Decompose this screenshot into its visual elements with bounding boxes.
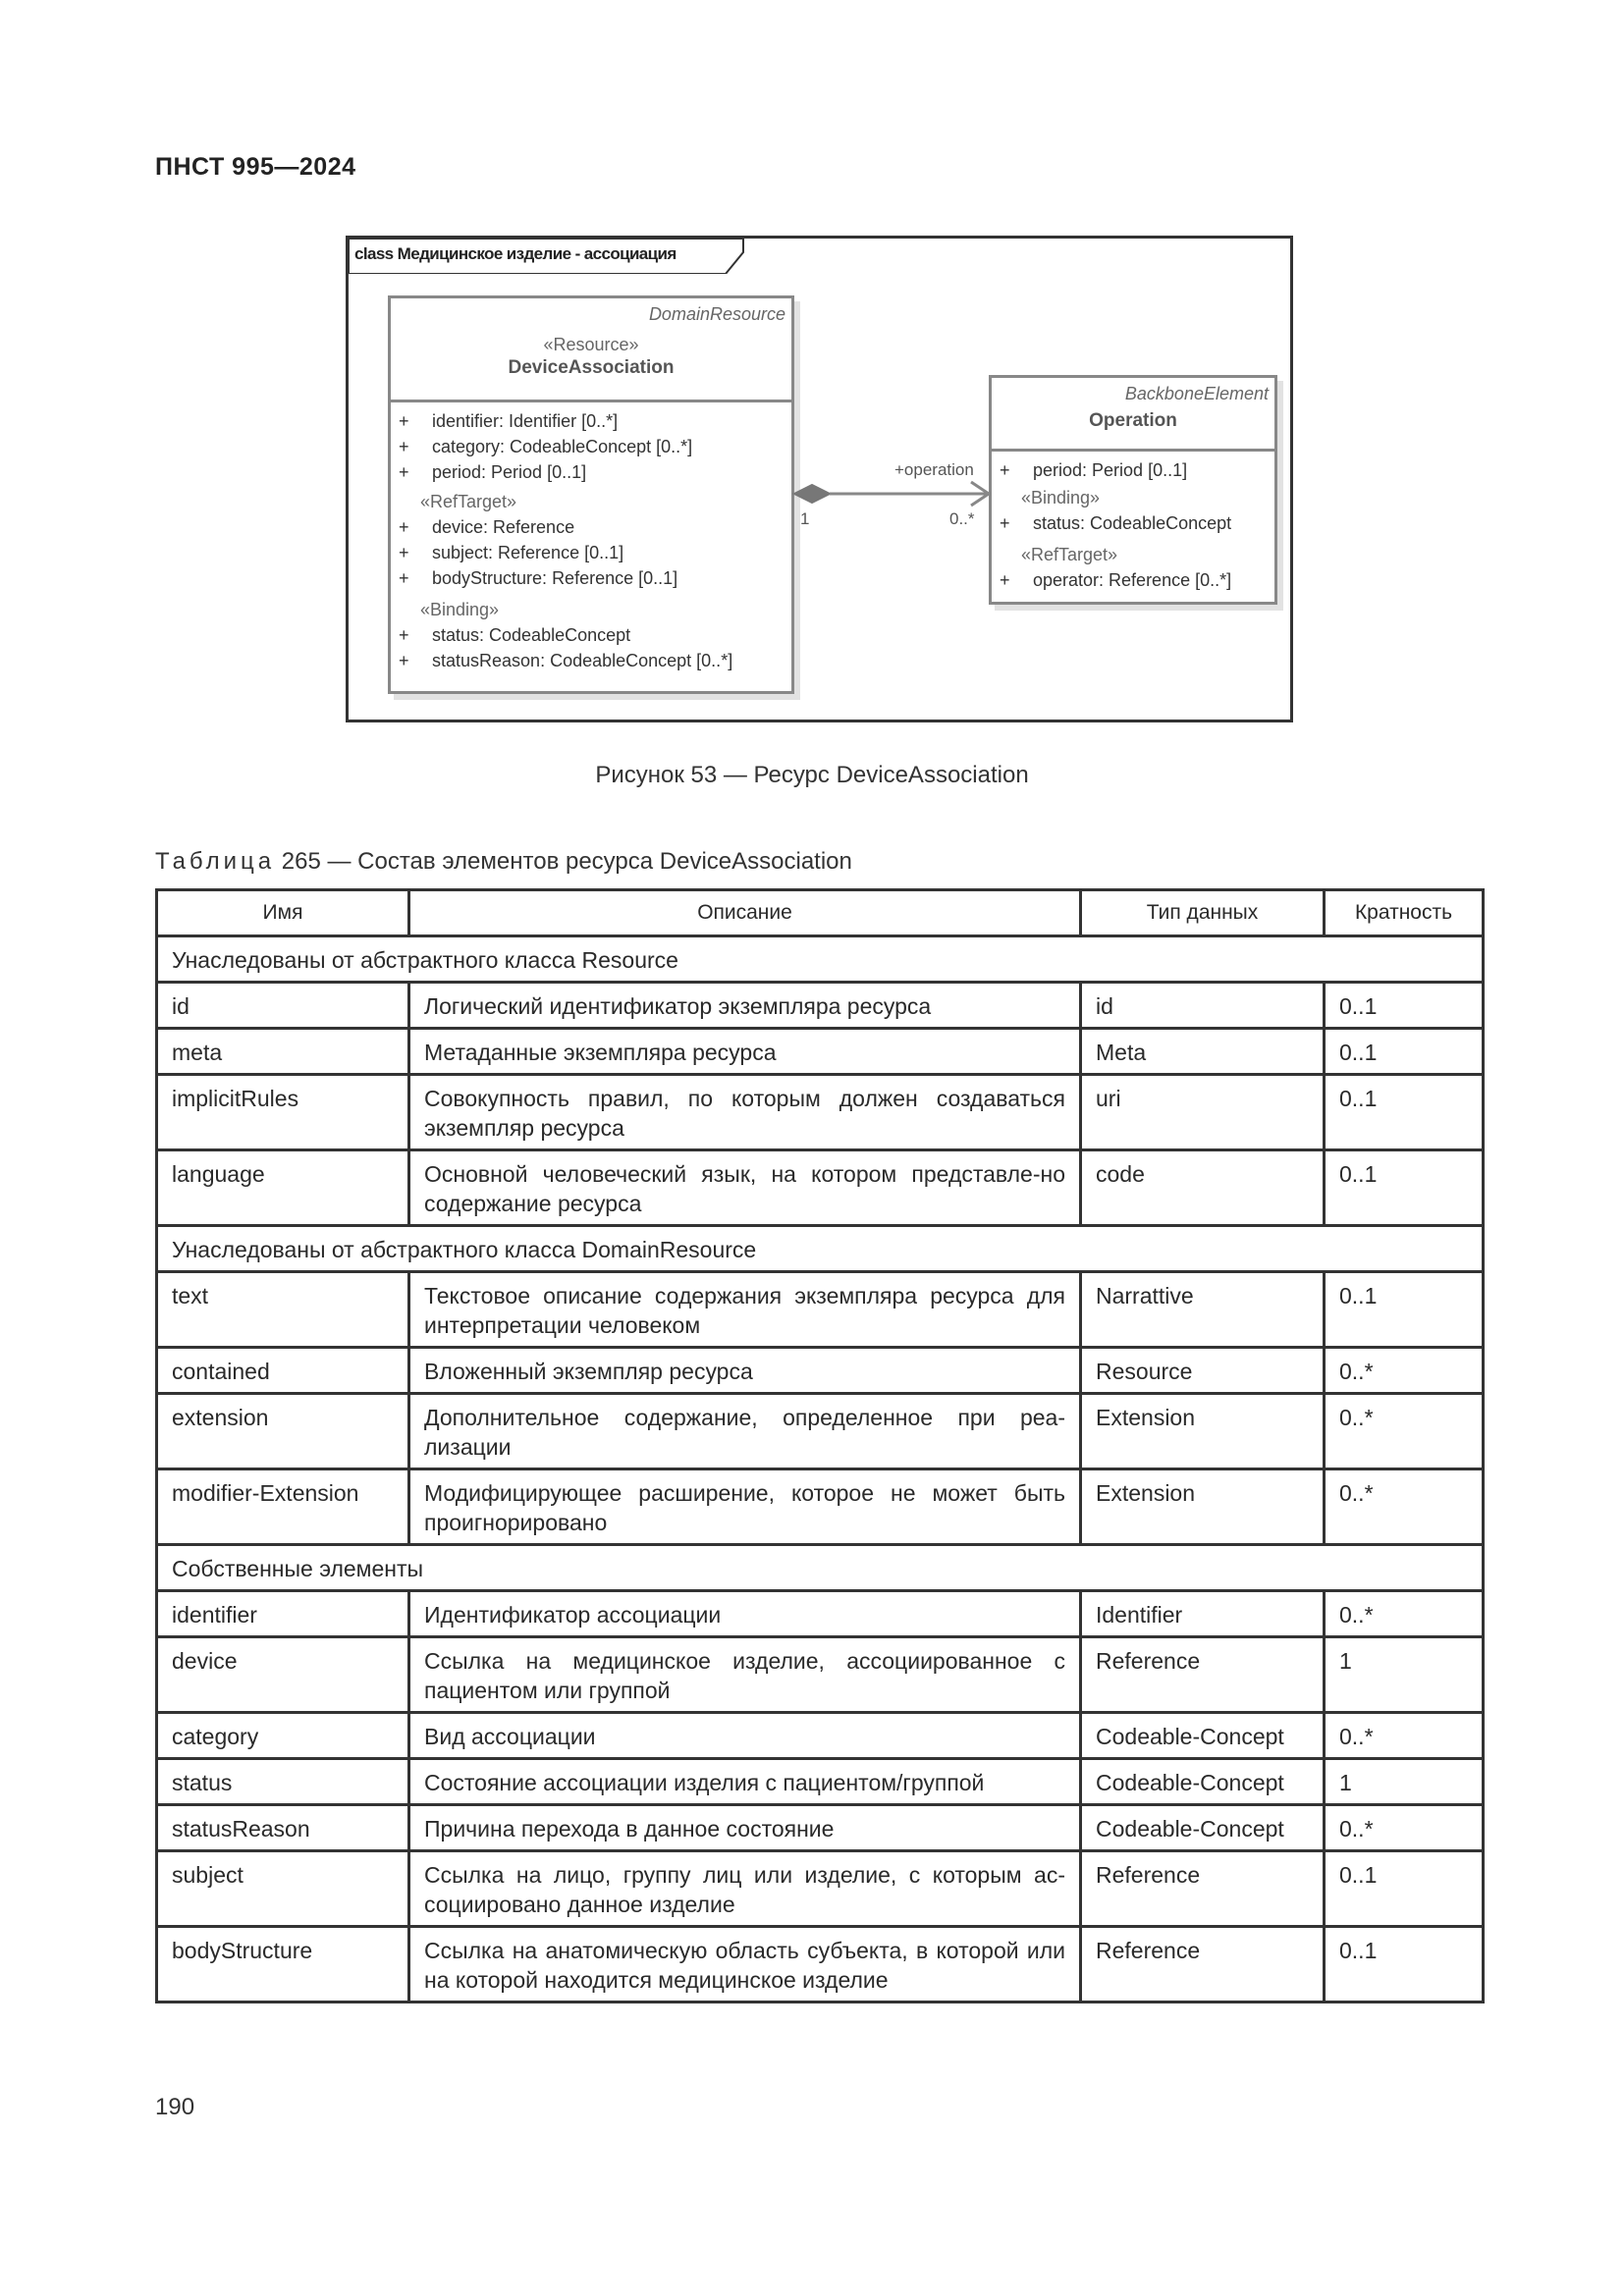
column-header: Описание bbox=[409, 890, 1081, 936]
column-header: Имя bbox=[157, 890, 409, 936]
page-number: 190 bbox=[155, 2094, 195, 2120]
uml-diagram-frame bbox=[346, 236, 1293, 722]
cell-description: Логический идентификатор экземпляра ресурса bbox=[409, 983, 1081, 1029]
cell-cardinality: 0..1 bbox=[1325, 1075, 1484, 1150]
cell-cardinality: 1 bbox=[1325, 1759, 1484, 1805]
reftarget-stereotype: «RefTarget» bbox=[420, 492, 517, 511]
cell-cardinality: 0..* bbox=[1325, 1591, 1484, 1637]
visibility-marker: + bbox=[399, 462, 409, 482]
class-name: Operation bbox=[1089, 410, 1177, 431]
visibility-marker: + bbox=[399, 411, 409, 431]
attribute-text: statusReason: CodeableConcept [0..*] bbox=[432, 651, 733, 670]
elements-table bbox=[155, 888, 1485, 2003]
cell-data-type: Codeable-Concept bbox=[1081, 1759, 1325, 1805]
section-row bbox=[157, 1226, 1484, 1272]
cell-name: category bbox=[157, 1713, 409, 1759]
attribute-text: period: Period [0..1] bbox=[432, 462, 587, 482]
target-multiplicity: 0..* bbox=[949, 509, 975, 528]
cell-description: Идентификатор ассоциации bbox=[409, 1591, 1081, 1637]
cell-cardinality: 0..1 bbox=[1325, 1150, 1484, 1226]
cell-description: Совокупность правил, по которым должен создаваться экземпляр ресурса bbox=[409, 1075, 1081, 1150]
class-attribute bbox=[399, 434, 791, 459]
binding-stereotype: «Binding» bbox=[1021, 488, 1101, 507]
cell-name: meta bbox=[157, 1029, 409, 1075]
cell-data-type: Extension bbox=[1081, 1469, 1325, 1545]
table-row bbox=[157, 1591, 1484, 1637]
cell-data-type: Resource bbox=[1081, 1348, 1325, 1394]
cell-description: Ссылка на медицинское изделие, ассоциированное с пациентом или группой bbox=[409, 1637, 1081, 1713]
binding-stereotype: «Binding» bbox=[420, 600, 500, 619]
cell-name: bodyStructure bbox=[157, 1927, 409, 2002]
cell-data-type: Narrattive bbox=[1081, 1272, 1325, 1348]
table-row bbox=[157, 1348, 1484, 1394]
column-header: Тип данных bbox=[1081, 890, 1325, 936]
association-line bbox=[790, 474, 997, 513]
cell-name: subject bbox=[157, 1851, 409, 1927]
attribute-text: period: Period [0..1] bbox=[1033, 460, 1188, 480]
visibility-marker: + bbox=[1000, 460, 1010, 480]
cell-name: text bbox=[157, 1272, 409, 1348]
cell-cardinality: 0..1 bbox=[1325, 1272, 1484, 1348]
cell-name: id bbox=[157, 983, 409, 1029]
visibility-marker: + bbox=[399, 517, 409, 537]
association-role: +operation bbox=[894, 460, 974, 479]
cell-name: statusReason bbox=[157, 1805, 409, 1851]
class-attribute bbox=[399, 648, 791, 673]
source-multiplicity: 1 bbox=[800, 509, 810, 528]
cell-data-type: Meta bbox=[1081, 1029, 1325, 1075]
attribute-text: device: Reference bbox=[432, 517, 575, 537]
visibility-marker: + bbox=[399, 651, 409, 670]
attribute-text: status: CodeableConcept bbox=[1033, 513, 1232, 533]
cell-description: Вложенный экземпляр ресурса bbox=[409, 1348, 1081, 1394]
cell-name: modifier-Extension bbox=[157, 1469, 409, 1545]
table-row bbox=[157, 983, 1484, 1029]
class-attribute bbox=[399, 459, 791, 485]
cell-description: Состояние ассоциации изделия с пациентом/группой bbox=[409, 1759, 1081, 1805]
cell-description: Текстовое описание содержания экземпляра ресурса для интерпретации человеком bbox=[409, 1272, 1081, 1348]
cell-description: Ссылка на анатомическую область субъекта, в которой или на которой находится медицинское изделие bbox=[409, 1927, 1081, 2002]
section-label: Унаследованы от абстрактного класса DomainResource bbox=[157, 1226, 1484, 1272]
class-name: DeviceAssociation bbox=[508, 357, 675, 378]
cell-name: extension bbox=[157, 1394, 409, 1469]
class-attribute bbox=[1000, 457, 1274, 483]
table-title-prefix: Таблица bbox=[155, 848, 276, 875]
cell-description: Модифицирующее расширение, которое не может быть проигнорировано bbox=[409, 1469, 1081, 1545]
cell-cardinality: 0..* bbox=[1325, 1805, 1484, 1851]
cell-cardinality: 0..* bbox=[1325, 1348, 1484, 1394]
cell-data-type: code bbox=[1081, 1150, 1325, 1226]
visibility-marker: + bbox=[399, 625, 409, 645]
reftarget-stereotype: «RefTarget» bbox=[1021, 545, 1118, 564]
cell-description: Причина перехода в данное состояние bbox=[409, 1805, 1081, 1851]
cell-name: status bbox=[157, 1759, 409, 1805]
cell-cardinality: 0..1 bbox=[1325, 1029, 1484, 1075]
class-attribute bbox=[399, 408, 791, 434]
cell-data-type: Reference bbox=[1081, 1927, 1325, 2002]
stereotype-label: «Resource» bbox=[543, 335, 639, 354]
attribute-text: operator: Reference [0..*] bbox=[1033, 570, 1232, 590]
cell-data-type: Reference bbox=[1081, 1851, 1325, 1927]
class-operation bbox=[989, 375, 1277, 605]
figure-caption: Рисунок 53 — Ресурс DeviceAssociation bbox=[595, 762, 1029, 788]
table-row bbox=[157, 1394, 1484, 1469]
cell-description: Дополнительное содержание, определенное при реа-лизации bbox=[409, 1394, 1081, 1469]
cell-cardinality: 0..* bbox=[1325, 1394, 1484, 1469]
cell-cardinality: 0..* bbox=[1325, 1469, 1484, 1545]
class-attribute bbox=[399, 540, 791, 565]
table-row bbox=[157, 1851, 1484, 1927]
cell-cardinality: 0..1 bbox=[1325, 983, 1484, 1029]
document-id: ПНСТ 995—2024 bbox=[155, 153, 356, 181]
cell-data-type: Extension bbox=[1081, 1394, 1325, 1469]
section-row bbox=[157, 1545, 1484, 1591]
attribute-text: status: CodeableConcept bbox=[432, 625, 631, 645]
class-attribute bbox=[399, 514, 791, 540]
cell-name: contained bbox=[157, 1348, 409, 1394]
table-row bbox=[157, 1927, 1484, 2002]
visibility-marker: + bbox=[399, 568, 409, 588]
visibility-marker: + bbox=[1000, 513, 1010, 533]
table-row bbox=[157, 1469, 1484, 1545]
cell-cardinality: 0..* bbox=[1325, 1713, 1484, 1759]
table-header-row bbox=[157, 890, 1484, 936]
cell-description: Вид ассоциации bbox=[409, 1713, 1081, 1759]
class-attribute bbox=[399, 622, 791, 648]
table-row bbox=[157, 1759, 1484, 1805]
table-row bbox=[157, 1150, 1484, 1226]
cell-cardinality: 0..1 bbox=[1325, 1851, 1484, 1927]
table-row bbox=[157, 1713, 1484, 1759]
attribute-text: subject: Reference [0..1] bbox=[432, 543, 624, 562]
visibility-marker: + bbox=[399, 437, 409, 456]
cell-data-type: Reference bbox=[1081, 1637, 1325, 1713]
table-row bbox=[157, 1075, 1484, 1150]
cell-description: Ссылка на лицо, группу лиц или изделие, с которым ас-социировано данное изделие bbox=[409, 1851, 1081, 1927]
class-attribute bbox=[1000, 567, 1274, 593]
cell-data-type: Codeable-Concept bbox=[1081, 1713, 1325, 1759]
section-label: Унаследованы от абстрактного класса Resource bbox=[157, 936, 1484, 983]
cell-description: Метаданные экземпляра ресурса bbox=[409, 1029, 1081, 1075]
cell-data-type: Codeable-Concept bbox=[1081, 1805, 1325, 1851]
section-row bbox=[157, 936, 1484, 983]
diagram-title: class Медицинское изделие - ассоциация bbox=[354, 244, 677, 263]
cell-name: device bbox=[157, 1637, 409, 1713]
cell-name: language bbox=[157, 1150, 409, 1226]
attribute-text: identifier: Identifier [0..*] bbox=[432, 411, 619, 431]
table-title-rest: 265 — Состав элементов ресурса DeviceAssociation bbox=[275, 848, 852, 875]
table-row bbox=[157, 1637, 1484, 1713]
cell-data-type: Identifier bbox=[1081, 1591, 1325, 1637]
cell-data-type: id bbox=[1081, 983, 1325, 1029]
cell-name: identifier bbox=[157, 1591, 409, 1637]
table-row bbox=[157, 1029, 1484, 1075]
visibility-marker: + bbox=[399, 543, 409, 562]
table-row bbox=[157, 1272, 1484, 1348]
attribute-text: bodyStructure: Reference [0..1] bbox=[432, 568, 678, 588]
cell-description: Основной человеческий язык, на котором представле-но содержание ресурса bbox=[409, 1150, 1081, 1226]
composition-diamond bbox=[794, 485, 830, 503]
table-row bbox=[157, 1805, 1484, 1851]
parent-class-label: BackboneElement bbox=[1124, 384, 1269, 403]
column-header: Кратность bbox=[1325, 890, 1484, 936]
attribute-text: category: CodeableConcept [0..*] bbox=[432, 437, 693, 456]
class-device-association bbox=[388, 295, 794, 694]
cell-cardinality: 0..1 bbox=[1325, 1927, 1484, 2002]
class-attribute bbox=[399, 565, 791, 591]
parent-class-label: DomainResource bbox=[648, 304, 785, 324]
visibility-marker: + bbox=[1000, 570, 1010, 590]
class-attribute bbox=[1000, 510, 1274, 536]
cell-data-type: uri bbox=[1081, 1075, 1325, 1150]
table-title bbox=[155, 848, 852, 876]
section-label: Собственные элементы bbox=[157, 1545, 1484, 1591]
cell-cardinality: 1 bbox=[1325, 1637, 1484, 1713]
cell-name: implicitRules bbox=[157, 1075, 409, 1150]
